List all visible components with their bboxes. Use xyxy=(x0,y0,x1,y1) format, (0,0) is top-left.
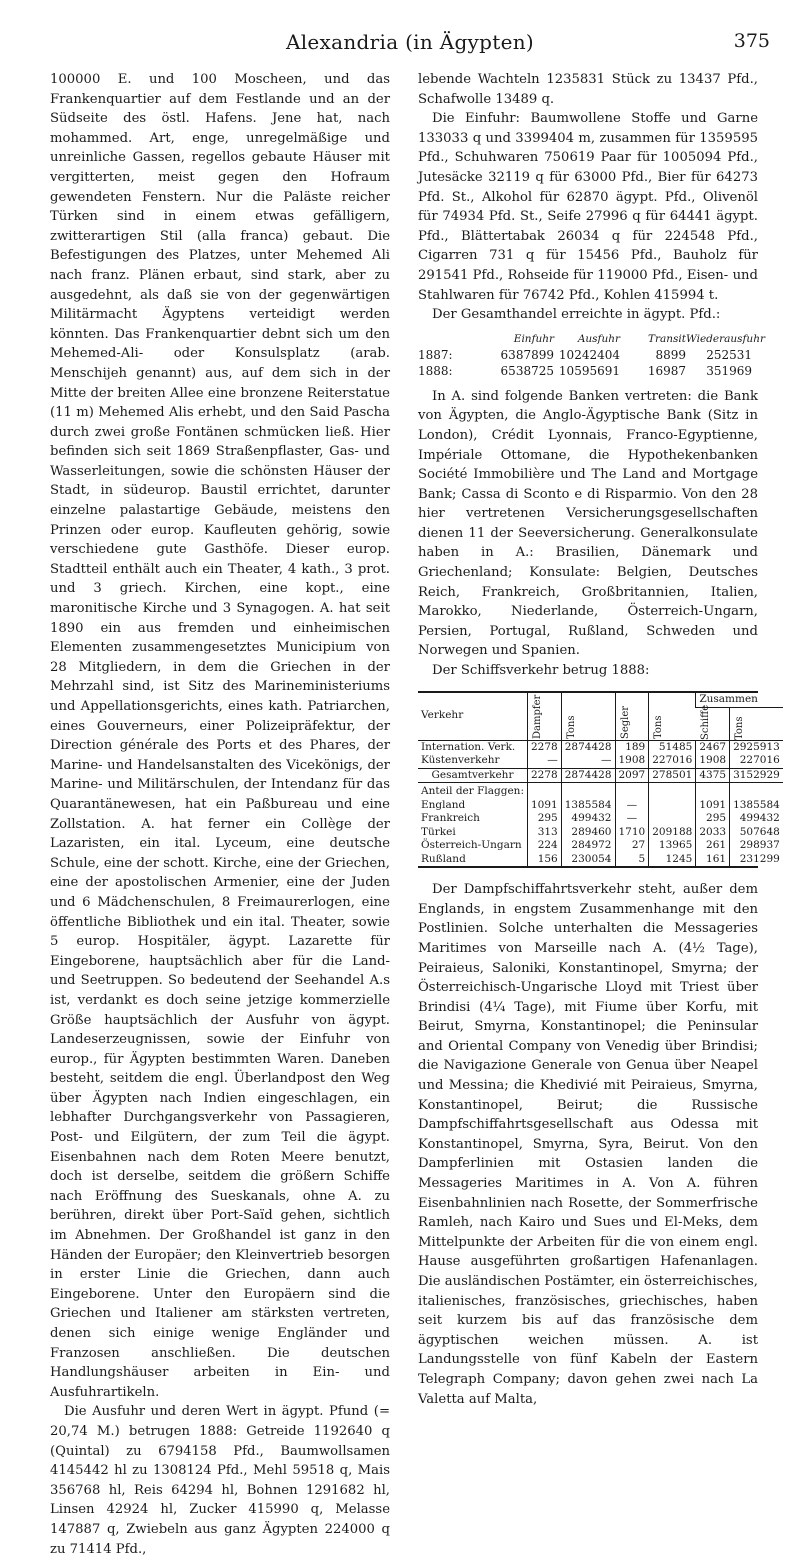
ship-cell: 4375 xyxy=(696,768,730,783)
ship-cell: 278501 xyxy=(649,768,696,783)
ship-cell: — xyxy=(615,799,649,813)
ship-header-cell xyxy=(561,693,615,741)
ship-flag-row xyxy=(418,853,783,867)
ship-cell xyxy=(649,783,696,799)
ship-cell: 1385584 xyxy=(561,799,615,813)
paragraph: Der Dampfschiffahrtsverkehr steht, außer dem Englands, in engstem Zusammenhange mit den Postlinien. Solche unterhalten die Messageries Maritimes von Marseille nach A. (4½ Tage), Peiraieus, Saloniki, Konstantinopel, Smyrna; der Österreichisch-Ungarische Lloyd mit Triest über Brindisi (4¼ Tage), mit Fiume über Korfu, mit Beirut, Smyrna, Konstantinopel; die Peninsular and Oriental Company von Venedig über Brindisi; die Navigazione Generale von Genua über Neapel und Messina; die Khedivié mit Peiraieus, Smyrna, Konstantinopel, Beirut; die Russische Dampfschiffahrtsgesellschaft aus Odessa mit Konstantinopel, Smyrna, Syra, Beirut. Von den Dampferlinien mit Ostasien landen die Messageries Maritimes in A. Von A. führen Eisenbahnlinien nach Rosette, der Sommerfrische Ramleh, nach Kairo und Sues und El-Meks, dem Mittelpunkte der Arbeiten für die von einem engl. Hause ausgeführten großartigen Hafenanlagen. Die ausländischen Postämter, ein österreichisches, italienisches, französisches, griechisches, haben seit kurzem bis auf das französische dem ägyptischen weichen müssen. A. ist Landungsstelle von fünf Kabeln der Eastern Telegraph Company; davon gehen zwei nach La Valetta auf Malta, xyxy=(418,882,758,1407)
ship-cell: — xyxy=(528,754,562,768)
ship-cell: 298937 xyxy=(730,839,783,853)
ship-cell: 51485 xyxy=(649,740,696,754)
page-header xyxy=(50,30,770,60)
ship-header-cell xyxy=(528,693,562,741)
ship-cell: 209188 xyxy=(649,826,696,840)
ship-cell: 2278 xyxy=(528,740,562,754)
ship-cell: 261 xyxy=(696,839,730,853)
ship-cell: 1091 xyxy=(528,799,562,813)
ship-cell: — xyxy=(561,754,615,768)
ship-cell: 161 xyxy=(696,853,730,867)
paragraph: Die Ausfuhr und deren Wert in ägypt. Pfund (= 20,74 M.) betrugen 1888: Getreide 1192640 q (Quintal) zu 6794158 Pfd., Baumwollsamen 4145442 hl zu 1308124 Pfd., Mehl 59518 q, Mais 356768 hl, Reis 64294 hl, Bohnen 1291682 hl, Linsen 42924 hl, Zucker 415990 q, Melasse 147887 q, Zwiebeln aus ganz Ägypten 224000 q zu 71414 Pfd., xyxy=(50,1404,390,1557)
paragraph: Der Gesamthandel erreichte in ägypt. Pfd.: xyxy=(432,307,721,323)
ship-header-zusammen: Zusammen xyxy=(696,693,783,708)
ship-cell: Rußland xyxy=(421,852,466,865)
ship-cell: 230054 xyxy=(561,853,615,867)
ship-flags-label-row xyxy=(418,783,783,799)
ship-header-label: Dampfer xyxy=(532,694,543,740)
trade-header-cell: Wiederausfuhr xyxy=(686,332,765,345)
right-column xyxy=(418,70,780,1409)
ship-cell: Gesamtverkehr xyxy=(418,768,528,783)
ship-cell: 5 xyxy=(615,853,649,867)
ship-cell: Internation. Verk. xyxy=(421,740,516,753)
ship-cell: 227016 xyxy=(649,754,696,768)
ship-cell: 189 xyxy=(615,740,649,754)
ship-flags-label: Anteil der Flaggen: xyxy=(421,785,524,798)
ship-cell xyxy=(696,783,730,799)
shipping-table xyxy=(418,691,780,869)
ship-cell: 2278 xyxy=(528,768,562,783)
ship-header-cell xyxy=(649,693,696,741)
trade-table-header xyxy=(418,331,765,347)
paragraph: Die Einfuhr: Baumwollene Stoffe und Garne 133033 q und 3399404 m, zusammen für 1359595 Pfd., Schuhwaren 750619 Paar für 1005094 Pfd., Jutesäcke 32119 q für 63000 Pfd., Bier für 64273 Pfd. St., Alkohol für 62870 ägypt. Pfd., Olivenöl für 74934 Pfd. St., Seife 27996 q für 64441 ägypt. Pfd., Blättertabak 26034 q für 224548 Pfd., Cigarren 731 q für 15456 Pfd., Bauholz für 291541 Pfd., Rohseide für 119000 Pfd., Eisen- und Stahlwaren für 76742 Pfd., Kohlen 415994 t. xyxy=(418,111,758,303)
ship-cell: 27 xyxy=(615,839,649,853)
ship-cell: 2033 xyxy=(696,826,730,840)
ship-header-cell xyxy=(730,707,783,740)
trade-header-cell: Ausfuhr xyxy=(577,332,620,345)
ship-total-row xyxy=(418,768,783,783)
ship-cell: 2874428 xyxy=(561,740,615,754)
ship-cell: Frankreich xyxy=(421,812,480,825)
trade-header-cell xyxy=(418,331,488,347)
ship-header-label: Segler xyxy=(619,706,631,740)
trade-cell: 252531 xyxy=(706,347,752,362)
ship-cell: Küstenverkehr xyxy=(421,754,500,767)
ship-cell: 295 xyxy=(696,812,730,826)
ship-cell: 499432 xyxy=(730,812,783,826)
ship-cell: 2467 xyxy=(696,740,730,754)
ship-cell xyxy=(730,783,783,799)
ship-cell: 156 xyxy=(528,853,562,867)
running-title: Alexandria (in Ägypten) xyxy=(285,30,535,54)
paragraph: Der Schiffsverkehr betrug 1888: xyxy=(432,663,650,679)
ship-header-label: Tons xyxy=(734,716,746,740)
paragraph: 100000 E. und 100 Moscheen, und das Frankenquartier auf dem Festlande und an der Südseite des östl. Hafens. Jene hat, nach mohammed. Art, enge, unregelmäßige und unreinliche Gassen, regellos gebaute Häuser mit vergitterten, meist gegen den Hofraum gewendeten Fenstern. Nur die Paläste reicher Türken sind in einem etwas gefälligern, zwitterartigen Stil (alla franca) gebaut. Die Befestigungen des Platzes, unter Mehemed Ali nach franz. Plänen erbaut, sind stark, aber zu ausgedehnt, als daß sie von der gegenwärtigen Militärmacht Ägyptens verteidigt werden könnten. Das Frankenquartier debnt sich um den Mehemed-Ali- oder Konsulsplatz (arab. Menschijeh genannt) aus, auf dem sich in der Mitte der breiten Allee eine bronzene Reiterstatue (11 m) Mehemed Alis erhebt, und den Said Pascha durch zwei große Fontänen schmücken ließ. Hier befinden sich seit 1869 Straßenpflaster, Gas- und Wasserleitungen, sowie die schönsten Häuser der Stadt, in südeurop. Baustil errichtet, darunter einzelne palastartige Gebäude, meistens den Prinzen oder europ. Kaufleuten gehörig, sowie verschiedene gute Gasthöfe. Dieser europ. Stadtteil enthält auch ein Theater, 4 kath., 3 prot. und 3 griech. Kirchen, eine kopt., eine maronitische Kirche und 3 Synagogen. A. hat seit 1890 ein aus fremden und einheimischen Elementen zusammengesetztes Municipium von 28 Mitgliedern, in dem die Griechen in der Mehrzahl sind, ist Sitz des Marineministeriums und Appellationsgerichts, eines kath. Patriarchen, eines Gouverneurs, einer Polizeipräfektur, der Direction générale des Ports et des Phares, der Marine- und Handelsanstalten des Vicekönigs, der Marine- und Militärschulen, der Intendanz für das Quarantänewesen, hat ein Paßbureau und eine Zollstation. A. hat ferner ein Collège der Lazaristen, ein ital. Lyceum, eine deutsche Schule, eine der schott. Kirche, eine der Griechen, eine der apostolischen Armenier, eine der Juden und 6 Mädchenschulen, 8 Freimaurerlogen, eine öffentliche Bibliothek und ein ital. Theater, sowie 5 europ. Hospitäler, ägypt. Lazarette für Eingeborene, hauptsächlich aber für die Land- und Seetruppen. So bedeutend der Seehandel A.s ist, verdankt es doch seine jetzige kommerzielle Größe hauptsächlich der Ausfuhr von ägypt. Landeserzeugnissen, sowie der Einfuhr von europ., für Ägypten bestimmten Waren. Daneben besteht, seitdem die engl. Überlandpost den Weg über Ägypten nach Indien eingeschlagen, ein lebhafter Durchgangsverkehr von Passagieren, Post- und Eilgütern, der zum Teil die ägypt. Eisenbahnen nach dem Roten Meere benutzt, doch ist derselbe, seitdem die größern Schiffe nach Eröffnung des Sueskanals, ohne A. zu berühren, direkt über Port-Saïd gehen, sichtlich im Abnehmen. Der Großhandel ist ganz in den Händen der Europäer; den Kleinvertrieb besorgen in erster Linie die Griechen, dann auch Eingeborene. Unter den Europäern sind die Griechen und Italiener am stärksten vertreten, denen sich einige wenige Engländer und Franzosen anschließen. Die deutschen Handlungshäuser arbeiten in Ein- und Ausfuhrartikeln. xyxy=(50,72,390,1400)
ship-cell xyxy=(649,799,696,813)
ship-cell: 1908 xyxy=(696,754,730,768)
ship-cell: Türkei xyxy=(421,825,456,838)
ship-cell xyxy=(528,783,562,799)
ship-header-cell xyxy=(615,693,649,741)
ship-cell: 295 xyxy=(528,812,562,826)
ship-cell: 507648 xyxy=(730,826,783,840)
paragraph: lebende Wachteln 1235831 Stück zu 13437 Pfd., Schafwolle 13489 q. xyxy=(418,72,758,107)
ship-cell: 1245 xyxy=(649,853,696,867)
ship-cell: 284972 xyxy=(561,839,615,853)
trade-cell: 16987 xyxy=(647,363,686,378)
trade-table-row xyxy=(418,363,758,379)
page-number: 375 xyxy=(733,30,770,52)
ship-flag-row xyxy=(418,812,783,826)
ship-cell: 1710 xyxy=(615,826,649,840)
trade-cell: 1888: xyxy=(418,363,453,378)
trade-cell: 6538725 xyxy=(500,363,554,378)
ship-cell: Österreich-Ungarn xyxy=(421,839,522,852)
trade-header-cell: Einfuhr xyxy=(513,332,554,345)
ship-flag-row xyxy=(418,826,783,840)
ship-header-label: Tons xyxy=(565,715,577,740)
ship-header-cell xyxy=(696,704,730,740)
trade-table-row xyxy=(418,347,758,363)
ship-cell: 227016 xyxy=(730,754,783,768)
ship-cell: 2874428 xyxy=(561,768,615,783)
ship-flag-row xyxy=(418,799,783,813)
ship-header-verkehr: Verkehr xyxy=(418,693,528,741)
ship-row xyxy=(418,740,783,754)
ship-flag-row xyxy=(418,839,783,853)
ship-cell: 313 xyxy=(528,826,562,840)
ship-cell xyxy=(615,783,649,799)
ship-cell: 224 xyxy=(528,839,562,853)
ship-header-label: Schiffe xyxy=(699,704,711,740)
ship-cell: 289460 xyxy=(561,826,615,840)
ship-cell: 2097 xyxy=(615,768,649,783)
ship-header-label: Tons xyxy=(653,715,665,740)
left-column xyxy=(50,70,390,1559)
trade-table xyxy=(418,331,765,379)
ship-cell: 231299 xyxy=(730,853,783,867)
ship-cell: England xyxy=(421,798,466,811)
trade-header-cell: Transit xyxy=(647,332,686,345)
ship-cell: 13965 xyxy=(649,839,696,853)
trade-cell: 8899 xyxy=(655,347,686,362)
paragraph: In A. sind folgende Banken vertreten: die Bank von Ägypten, die Anglo-Ägyptische Bank (Sitz in London), Crédit Lyonnais, Franco-Egyptienne, Impériale Ottomane, die Hypothekenbanken Société Immobilière und The Land and Mortgage Bank; Cassa di Sconto e di Risparmio. Von den 28 hier vertretenen Versicherungsgesellschaften dienen 11 der Seeversicherung. Generalkonsulate haben in A.: Brasilien, Dänemark und Griechenland; Konsulate: Belgien, Deutsches Reich, Frankreich, Großbritannien, Italien, Marokko, Niederlande, Österreich-Ungarn, Persien, Portugal, Rußland, Schweden und Norwegen und Spanien. xyxy=(418,388,758,659)
trade-cell: 10595691 xyxy=(558,363,620,378)
ship-cell xyxy=(561,783,615,799)
ship-cell: 3152929 xyxy=(730,768,783,783)
trade-cell: 1887: xyxy=(418,347,453,362)
ship-cell: 1908 xyxy=(615,754,649,768)
ship-cell: 2925913 xyxy=(730,740,783,754)
ship-cell xyxy=(649,812,696,826)
trade-cell: 10242404 xyxy=(558,347,620,362)
ship-cell: 1385584 xyxy=(730,799,783,813)
ship-row xyxy=(418,754,783,768)
trade-cell: 351969 xyxy=(706,363,752,378)
trade-cell: 6387899 xyxy=(500,347,554,362)
ship-cell: 1091 xyxy=(696,799,730,813)
ship-cell: — xyxy=(615,812,649,826)
ship-cell: 499432 xyxy=(561,812,615,826)
